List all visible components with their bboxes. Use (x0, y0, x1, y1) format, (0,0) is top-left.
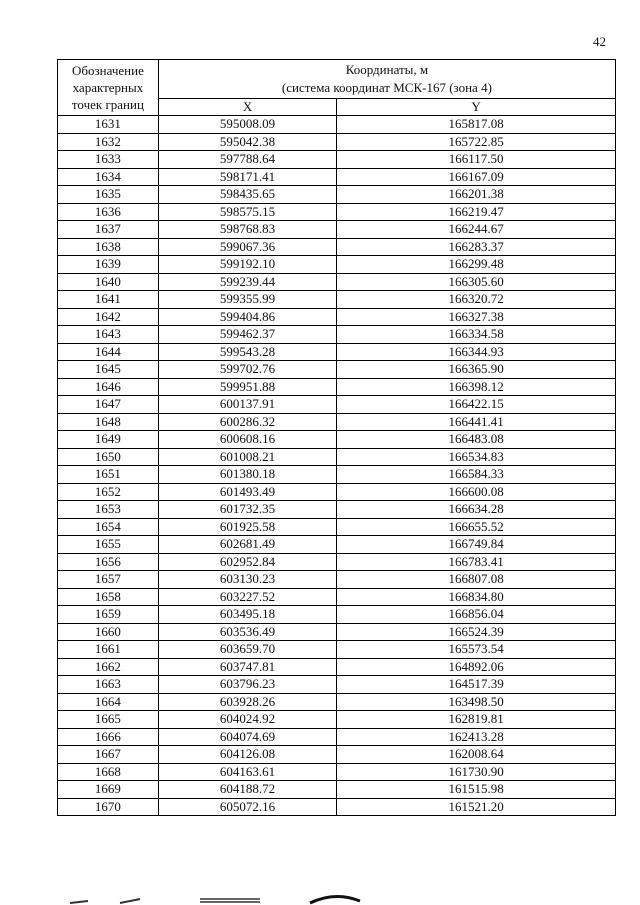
x-coordinate-cell: 598768.83 (158, 221, 336, 239)
table-row (58, 238, 616, 256)
coordinates-header-line-2: (система координат МСК-167 (зона 4) (281, 80, 492, 95)
page-number: 42 (593, 34, 606, 49)
point-number-cell: 1642 (58, 308, 159, 326)
table-body (58, 116, 616, 816)
x-coordinate-cell: 603659.70 (158, 641, 336, 659)
point-number-cell: 1655 (58, 536, 159, 554)
y-coordinate-cell: 165722.85 (337, 133, 616, 151)
y-coordinate-cell: 166807.08 (337, 571, 616, 589)
coordinates-table (57, 59, 616, 816)
y-coordinate-cell: 165817.08 (337, 116, 616, 134)
point-number-cell: 1666 (58, 728, 159, 746)
table-row (58, 763, 616, 781)
y-coordinate-cell: 166834.80 (337, 588, 616, 606)
point-number-cell: 1631 (58, 116, 159, 134)
point-number-cell: 1637 (58, 221, 159, 239)
point-number-cell: 1668 (58, 763, 159, 781)
point-number-cell: 1669 (58, 781, 159, 799)
table-row (58, 746, 616, 764)
x-column-header: X (158, 99, 336, 116)
x-coordinate-cell: 602952.84 (158, 553, 336, 571)
table-row (58, 466, 616, 484)
table-row (58, 396, 616, 414)
y-coordinate-cell: 166365.90 (337, 361, 616, 379)
y-coordinate-cell: 166320.72 (337, 291, 616, 309)
point-number-cell: 1665 (58, 711, 159, 729)
point-number-cell: 1653 (58, 501, 159, 519)
x-coordinate-cell: 605072.16 (158, 798, 336, 816)
table-row (58, 343, 616, 361)
x-coordinate-cell: 598171.41 (158, 168, 336, 186)
table-row (58, 151, 616, 169)
table-row (58, 676, 616, 694)
point-number-cell: 1667 (58, 746, 159, 764)
table-row (58, 256, 616, 274)
x-coordinate-cell: 600608.16 (158, 431, 336, 449)
x-coordinate-cell: 599462.37 (158, 326, 336, 344)
x-coordinate-cell: 603928.26 (158, 693, 336, 711)
x-coordinate-cell: 603227.52 (158, 588, 336, 606)
y-coordinate-cell: 166524.39 (337, 623, 616, 641)
y-coordinate-cell: 161521.20 (337, 798, 616, 816)
x-coordinate-cell: 601380.18 (158, 466, 336, 484)
point-number-cell: 1654 (58, 518, 159, 536)
x-coordinate-cell: 603796.23 (158, 676, 336, 694)
table-row (58, 781, 616, 799)
table-row (58, 728, 616, 746)
point-number-cell: 1649 (58, 431, 159, 449)
point-number-cell: 1650 (58, 448, 159, 466)
y-coordinate-cell: 162008.64 (337, 746, 616, 764)
point-number-cell: 1656 (58, 553, 159, 571)
table-row (58, 186, 616, 204)
y-coordinate-cell: 166305.60 (337, 273, 616, 291)
point-number-cell: 1651 (58, 466, 159, 484)
table-row (58, 168, 616, 186)
table-row (58, 326, 616, 344)
y-coordinate-cell: 164892.06 (337, 658, 616, 676)
y-coordinate-cell: 166283.37 (337, 238, 616, 256)
x-coordinate-cell: 601732.35 (158, 501, 336, 519)
table-row (58, 693, 616, 711)
point-number-cell: 1635 (58, 186, 159, 204)
point-number-cell: 1640 (58, 273, 159, 291)
table-row (58, 448, 616, 466)
point-number-cell: 1644 (58, 343, 159, 361)
y-coordinate-cell: 166299.48 (337, 256, 616, 274)
point-number-cell: 1646 (58, 378, 159, 396)
y-coordinate-cell: 166219.47 (337, 203, 616, 221)
x-coordinate-cell: 599355.99 (158, 291, 336, 309)
y-coordinate-cell: 166783.41 (337, 553, 616, 571)
x-coordinate-cell: 603747.81 (158, 658, 336, 676)
table-row (58, 483, 616, 501)
point-number-cell: 1638 (58, 238, 159, 256)
y-coordinate-cell: 166327.38 (337, 308, 616, 326)
x-coordinate-cell: 598575.15 (158, 203, 336, 221)
table-row (58, 588, 616, 606)
y-coordinate-cell: 165573.54 (337, 641, 616, 659)
point-number-cell: 1634 (58, 168, 159, 186)
x-coordinate-cell: 603536.49 (158, 623, 336, 641)
y-coordinate-cell: 166344.93 (337, 343, 616, 361)
coordinates-header-line-1: Координаты, м (345, 62, 429, 77)
table-row (58, 501, 616, 519)
table-row (58, 273, 616, 291)
y-coordinate-cell: 163498.50 (337, 693, 616, 711)
x-coordinate-cell: 602681.49 (158, 536, 336, 554)
y-coordinate-cell: 166167.09 (337, 168, 616, 186)
point-number-cell: 1659 (58, 606, 159, 624)
point-number-cell: 1664 (58, 693, 159, 711)
point-number-cell: 1670 (58, 798, 159, 816)
x-coordinate-cell: 601925.58 (158, 518, 336, 536)
x-coordinate-cell: 604024.92 (158, 711, 336, 729)
point-number-cell: 1647 (58, 396, 159, 414)
y-coordinate-cell: 166584.33 (337, 466, 616, 484)
table-row (58, 536, 616, 554)
table-row (58, 361, 616, 379)
y-coordinate-cell: 166334.58 (337, 326, 616, 344)
x-coordinate-cell: 601008.21 (158, 448, 336, 466)
table-row (58, 623, 616, 641)
table-row (58, 203, 616, 221)
y-coordinate-cell: 166600.08 (337, 483, 616, 501)
y-coordinate-cell: 166441.41 (337, 413, 616, 431)
table-row (58, 518, 616, 536)
table-row (58, 308, 616, 326)
x-coordinate-cell: 604163.61 (158, 763, 336, 781)
x-coordinate-cell: 595008.09 (158, 116, 336, 134)
x-coordinate-cell: 604126.08 (158, 746, 336, 764)
table-header-row (58, 60, 616, 99)
point-number-cell: 1663 (58, 676, 159, 694)
point-number-cell: 1657 (58, 571, 159, 589)
y-coordinate-cell: 162819.81 (337, 711, 616, 729)
x-coordinate-cell: 603130.23 (158, 571, 336, 589)
x-coordinate-cell: 599951.88 (158, 378, 336, 396)
coordinates-group-header (158, 60, 615, 99)
table-row (58, 378, 616, 396)
y-coordinate-cell: 166422.15 (337, 396, 616, 414)
y-coordinate-cell: 161730.90 (337, 763, 616, 781)
x-coordinate-cell: 598435.65 (158, 186, 336, 204)
table-row (58, 711, 616, 729)
x-coordinate-cell: 599702.76 (158, 361, 336, 379)
point-number-cell: 1641 (58, 291, 159, 309)
table-row (58, 133, 616, 151)
x-coordinate-cell: 604074.69 (158, 728, 336, 746)
y-coordinate-cell: 162413.28 (337, 728, 616, 746)
point-number-cell: 1661 (58, 641, 159, 659)
table-row (58, 413, 616, 431)
point-label-header-line-1: Обозначение (72, 63, 144, 78)
bottom-cut-marks (70, 893, 370, 905)
point-number-cell: 1632 (58, 133, 159, 151)
table-row (58, 116, 616, 134)
y-coordinate-cell: 166483.08 (337, 431, 616, 449)
table-row (58, 291, 616, 309)
x-coordinate-cell: 604188.72 (158, 781, 336, 799)
y-coordinate-cell: 166856.04 (337, 606, 616, 624)
x-coordinate-cell: 599192.10 (158, 256, 336, 274)
x-coordinate-cell: 599239.44 (158, 273, 336, 291)
y-coordinate-cell: 166117.50 (337, 151, 616, 169)
y-coordinate-cell: 166398.12 (337, 378, 616, 396)
x-coordinate-cell: 603495.18 (158, 606, 336, 624)
y-coordinate-cell: 166244.67 (337, 221, 616, 239)
x-coordinate-cell: 601493.49 (158, 483, 336, 501)
table-row (58, 221, 616, 239)
x-coordinate-cell: 600286.32 (158, 413, 336, 431)
table-row (58, 658, 616, 676)
y-coordinate-cell: 166655.52 (337, 518, 616, 536)
point-number-cell: 1639 (58, 256, 159, 274)
point-number-cell: 1643 (58, 326, 159, 344)
point-label-header-line-2: характерных (72, 80, 144, 95)
y-coordinate-cell: 166634.28 (337, 501, 616, 519)
point-number-cell: 1660 (58, 623, 159, 641)
point-number-cell: 1658 (58, 588, 159, 606)
point-number-cell: 1662 (58, 658, 159, 676)
table-row (58, 431, 616, 449)
x-coordinate-cell: 600137.91 (158, 396, 336, 414)
x-coordinate-cell: 599543.28 (158, 343, 336, 361)
table-row (58, 606, 616, 624)
point-number-cell: 1636 (58, 203, 159, 221)
x-coordinate-cell: 595042.38 (158, 133, 336, 151)
x-coordinate-cell: 599404.86 (158, 308, 336, 326)
table-row (58, 553, 616, 571)
y-coordinate-cell: 161515.98 (337, 781, 616, 799)
point-number-cell: 1652 (58, 483, 159, 501)
table-row (58, 571, 616, 589)
point-number-cell: 1645 (58, 361, 159, 379)
y-coordinate-cell: 166534.83 (337, 448, 616, 466)
y-coordinate-cell: 164517.39 (337, 676, 616, 694)
x-coordinate-cell: 599067.36 (158, 238, 336, 256)
point-number-cell: 1648 (58, 413, 159, 431)
point-label-header-line-3: точек границ (71, 97, 144, 112)
y-coordinate-cell: 166749.84 (337, 536, 616, 554)
y-column-header: Y (337, 99, 616, 116)
point-number-cell: 1633 (58, 151, 159, 169)
y-coordinate-cell: 166201.38 (337, 186, 616, 204)
table-row (58, 798, 616, 816)
table-row (58, 641, 616, 659)
point-label-header (58, 60, 159, 116)
x-coordinate-cell: 597788.64 (158, 151, 336, 169)
